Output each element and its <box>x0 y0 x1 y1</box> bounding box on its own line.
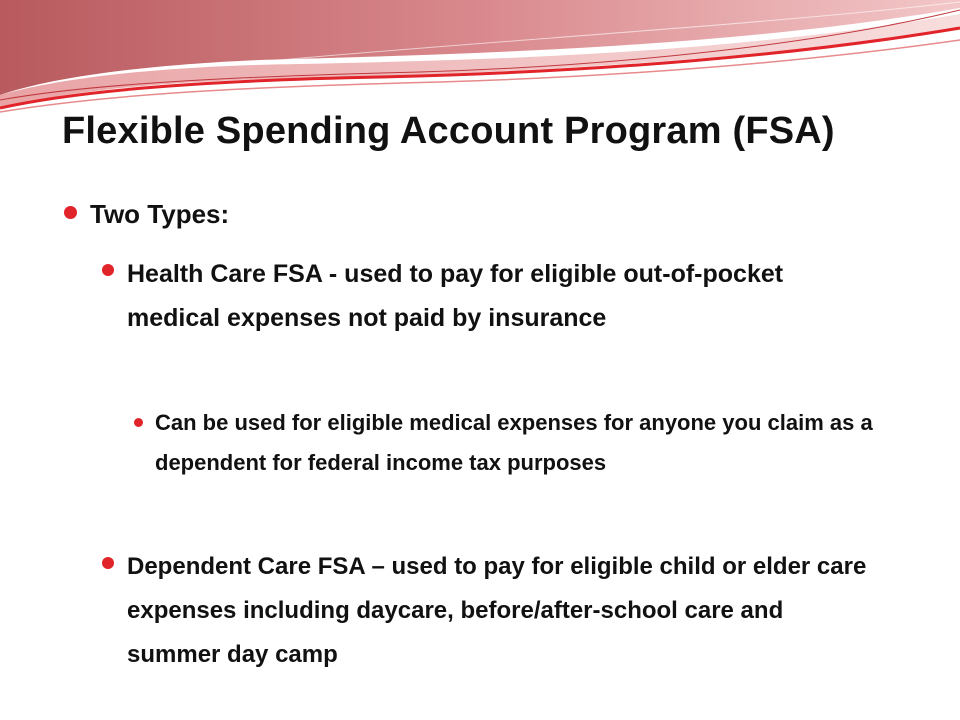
bullet-item-dependent-eligibility <box>155 403 875 483</box>
bullet-text: Can be used for eligible medical expenses for anyone you claim as a dependent for federal income tax purposes <box>155 410 873 475</box>
bullet-item-dependent-care-fsa <box>127 545 867 677</box>
slide-title: Flexible Spending Account Program (FSA) <box>62 110 835 152</box>
bullet-text: Health Care FSA - used to pay for eligible out-of-pocket medical expenses not paid by insurance <box>127 260 784 332</box>
bullet-dot-icon <box>102 264 114 276</box>
bullet-item-health-care-fsa <box>127 252 867 340</box>
bullet-dot-icon <box>102 557 114 569</box>
bullet-dot-icon <box>134 418 143 427</box>
bullet-text: Dependent Care FSA – used to pay for eligible child or elder care expenses including daycare, before/after-school care and summer day camp <box>127 553 867 668</box>
bullet-dot-icon <box>64 206 77 219</box>
bullet-item-two-types <box>90 194 910 234</box>
bullet-text: Two Types: <box>90 199 230 229</box>
